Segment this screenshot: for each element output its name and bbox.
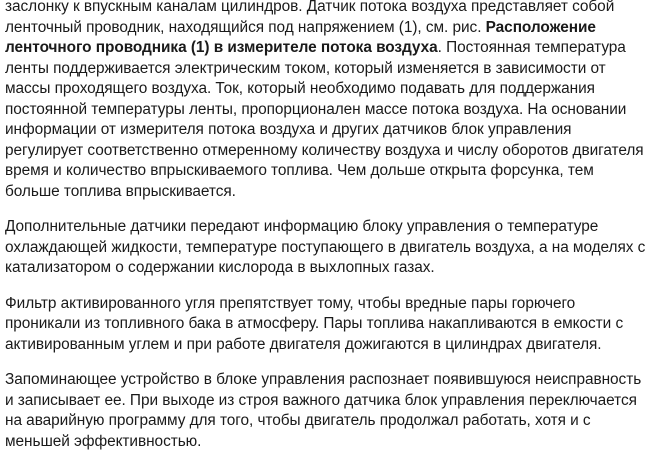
figure-reference-link: Расположение ленточного проводника (1) в измерителе потока воздуха [5,18,596,56]
text-segment: Запоминающее устройство в блоке управления распознает появившуюся неисправность и записывает ее. При выходе из строя важного датчика блок управления переключается на аварийную программу для того, чтобы двигатель продолжал работать, хотя и с меньшей эффективностью. [5,371,642,450]
paragraph-memory-device [5,370,650,452]
text-segment: заслонку к впускным каналам цилиндров. Датчик потока воздуха представляет собой ленточный проводник, находящийся под напряжением (1), см. рис. [5,0,615,36]
text-segment: Дополнительные датчики передают информацию блоку управления о температуре охлаждающей жидкости, температуре поступающего в двигатель воздуха, а на моделях с катализатором о содержании кислорода в выхлопных газах. [5,218,646,276]
text-segment: Фильтр активированного угля препятствует тому, чтобы вредные пары горючего проникали из топливного бака в атмосферу. Пары топлива накапливаются в емкости с активированным углем и при работе двигателя дожигаются в цилиндрах двигателя. [5,294,624,353]
paragraph-air-flow-sensor [5,0,650,202]
paragraph-additional-sensors [5,217,650,279]
text-segment: . Постоянная температура ленты поддерживается электрическим током, который изменяется в зависимости от массы проходящего воздуха. Ток, который необходимо подавать для поддержания постоянной температуры ленты, пропорционален массе потока воздуха. На основании информации от измерителя потока воздуха и других датчиков блок управления регулирует соответственно отмеренному количеству воздуха и числу оборотов двигателя время и количество впрыскиваемого топлива. Чем дольше открыта форсунка, тем больше топлива впрыскивается. [5,39,644,200]
document-page [5,0,650,467]
paragraph-carbon-filter [5,294,650,356]
